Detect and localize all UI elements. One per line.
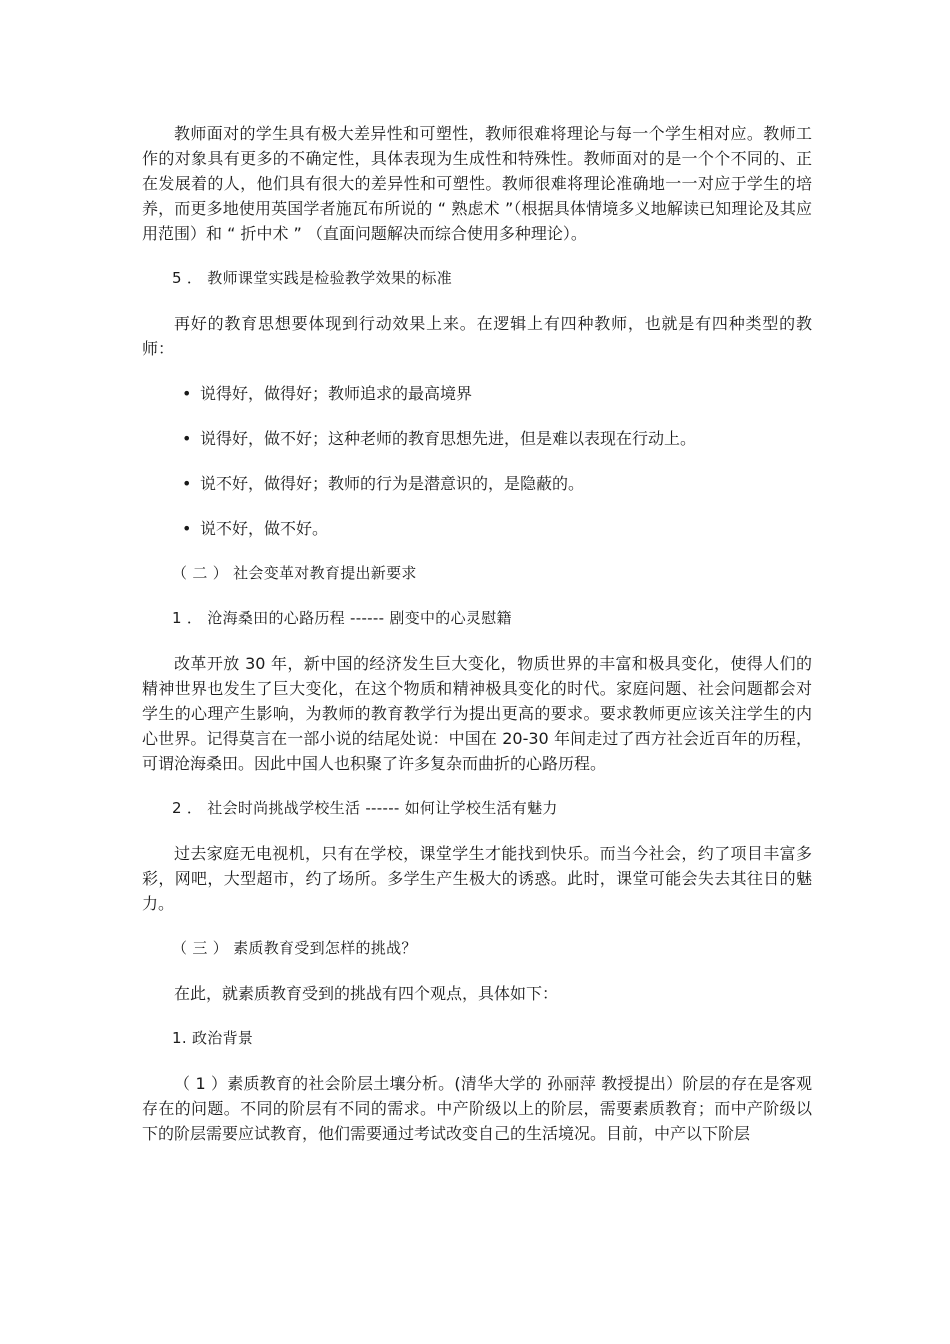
paragraph-reform: 改革开放 30 年，新中国的经济发生巨大变化，物质世界的丰富和极具变化，使得人们的精神世界也发生了巨大变化，在这个物质和精神极具变化的时代。家庭问题、社会问题都会对学生的心理产生影响，为教师的教育教学行为提出更高的要求。要求教师更应该关注学生的内心世界。记得莫言在一部小说的结尾处说：中国在 20-30 年间走过了西方社会近百年的历程，可谓沧海桑田。因此中国人也积聚了许多复杂而曲折的心路历程。 bbox=[142, 654, 812, 773]
heading-social-fashion: 2 ． 社会时尚挑战学校生活 ------ 如何让学校生活有魅力 bbox=[172, 799, 558, 817]
heading-social-change: （ 二 ） 社会变革对教育提出新要求 bbox=[172, 564, 417, 582]
document-body bbox=[142, 121, 812, 1166]
list-item-text: 说得好，做得好；教师追求的最高境界 bbox=[200, 384, 473, 403]
list-item bbox=[142, 471, 812, 496]
list-item bbox=[142, 426, 812, 451]
bullet-icon: • bbox=[182, 429, 192, 448]
paragraph-teacher-students: 教师面对的学生具有极大差异性和可塑性，教师很难将理论与每一个学生相对应。教师工作的对象具有更多的不确定性，具体表现为生成性和特殊性。教师面对的是一个个不同的、正在发展着的人，他们具有很大的差异性和可塑性。教师很难将理论准确地一一对应于学生的培养，而更多地使用英国学者施瓦布所说的 “ 熟虑术 ”（根据具体情境多义地解读已知理论及其应用范围）和 “ 折中术 ” （直面问题解决而综合使用多种理论）。 bbox=[142, 124, 812, 243]
bullet-icon: • bbox=[182, 519, 192, 538]
list-item bbox=[142, 516, 812, 541]
heading-political-background: 1. 政治背景 bbox=[172, 1029, 254, 1047]
list-item-text: 说不好，做得好；教师的行为是潜意识的，是隐蔽的。 bbox=[200, 474, 585, 493]
list-item-text: 说不好，做不好。 bbox=[200, 519, 329, 538]
bullet-icon: • bbox=[182, 474, 192, 493]
heading-mental-journey: 1 ． 沧海桑田的心路历程 ------ 剧变中的心灵慰籍 bbox=[172, 609, 512, 627]
paragraph-four-views: 在此，就素质教育受到的挑战有四个观点，具体如下： bbox=[174, 984, 559, 1003]
heading-practice-standard: 5 ． 教师课堂实践是检验教学效果的标准 bbox=[172, 269, 453, 287]
list-item bbox=[142, 381, 812, 406]
heading-quality-education: （ 三 ） 素质教育受到怎样的挑战？ bbox=[172, 939, 417, 957]
paragraph-social-class: （ 1 ）素质教育的社会阶层土壤分析。(清华大学的 孙丽萍 教授提出）阶层的存在是客观存在的问题。不同的阶层有不同的需求。中产阶级以上的阶层，需要素质教育；而中产阶级以下的阶层需要应试教育，他们需要通过考试改变自己的生活境况。目前，中产以下阶层 bbox=[142, 1074, 812, 1143]
paragraph-four-types: 再好的教育思想要体现到行动效果上来。在逻辑上有四种教师，也就是有四种类型的教师： bbox=[142, 314, 812, 358]
list-item-text: 说得好，做不好；这种老师的教育思想先进，但是难以表现在行动上。 bbox=[200, 429, 697, 448]
paragraph-tv: 过去家庭无电视机，只有在学校，课堂学生才能找到快乐。而当今社会，约了项目丰富多彩，网吧，大型超市，约了场所。多学生产生极大的诱惑。此时，课堂可能会失去其往日的魅力。 bbox=[142, 844, 812, 913]
bullet-icon: • bbox=[182, 384, 192, 403]
